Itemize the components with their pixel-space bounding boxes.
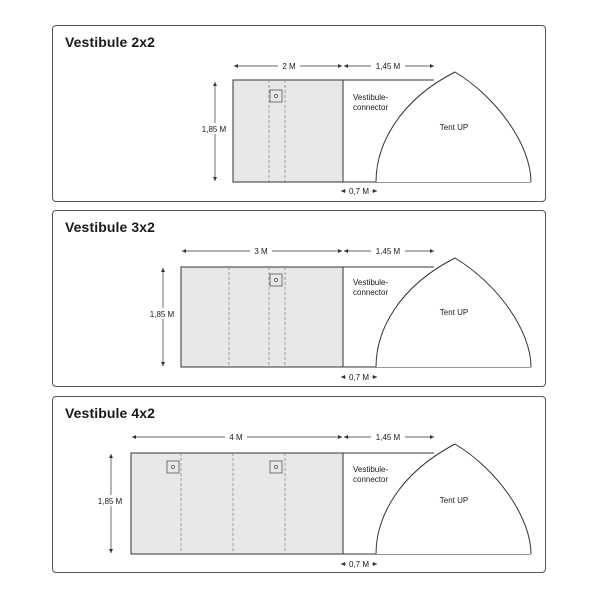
diagram-3x2	[53, 211, 547, 388]
arrow-right	[430, 64, 434, 68]
connector-label-line1: Vestibule-	[353, 278, 389, 287]
arrow-right	[373, 562, 377, 566]
panel-title: Vestibule 2x2	[65, 34, 156, 50]
arrow-right	[338, 249, 342, 253]
connector-width-label: 1,45 M	[375, 433, 401, 442]
arrow-up	[109, 454, 113, 458]
arrow-down	[161, 362, 165, 366]
diagram-4x2	[53, 397, 547, 574]
arrow-right	[430, 249, 434, 253]
panel-vestibule-2x2	[52, 25, 546, 202]
width-label: 4 M	[229, 433, 243, 442]
connector-width-label: 1,45 M	[375, 247, 401, 256]
connector-label-line2: connector	[353, 475, 389, 484]
arrow-left	[344, 435, 348, 439]
connector-label-line1: Vestibule-	[353, 465, 389, 474]
arrow-up	[161, 268, 165, 272]
height-label: 1,85 M	[97, 497, 123, 506]
arrow-right	[373, 375, 377, 379]
bottom-label: 0,7 M	[348, 560, 370, 569]
arrow-left	[182, 249, 186, 253]
panel-title: Vestibule 4x2	[65, 405, 156, 421]
connector-label-line2: connector	[353, 103, 389, 112]
vestibule-body	[131, 453, 343, 554]
vestibule-body	[181, 267, 343, 367]
diagram-2x2	[53, 26, 547, 203]
width-label: 3 M	[254, 247, 268, 256]
connector-width-label: 1,45 M	[375, 62, 401, 71]
arrow-left	[234, 64, 238, 68]
height-label: 1,85 M	[201, 125, 227, 134]
arrow-down	[109, 549, 113, 553]
connector-label-line2: connector	[353, 288, 389, 297]
arrow-up	[213, 82, 217, 86]
tent-label: Tent UP	[439, 123, 469, 132]
arrow-right	[430, 435, 434, 439]
arrow-left	[344, 64, 348, 68]
tent-label: Tent UP	[439, 308, 469, 317]
arrow-left	[341, 189, 345, 193]
arrow-left	[344, 249, 348, 253]
tent-label: Tent UP	[439, 496, 469, 505]
vestibule-body	[233, 80, 343, 182]
bottom-label: 0,7 M	[348, 187, 370, 196]
arrow-down	[213, 177, 217, 181]
connector-label-line1: Vestibule-	[353, 93, 389, 102]
height-label: 1,85 M	[149, 310, 175, 319]
arrow-right	[338, 64, 342, 68]
arrow-left	[341, 375, 345, 379]
panel-title: Vestibule 3x2	[65, 219, 156, 235]
arrow-right	[373, 189, 377, 193]
panel-vestibule-3x2	[52, 210, 546, 387]
arrow-left	[341, 562, 345, 566]
panel-vestibule-4x2	[52, 396, 546, 573]
bottom-label: 0,7 M	[348, 373, 370, 382]
arrow-left	[132, 435, 136, 439]
width-label: 2 M	[282, 62, 296, 71]
arrow-right	[338, 435, 342, 439]
